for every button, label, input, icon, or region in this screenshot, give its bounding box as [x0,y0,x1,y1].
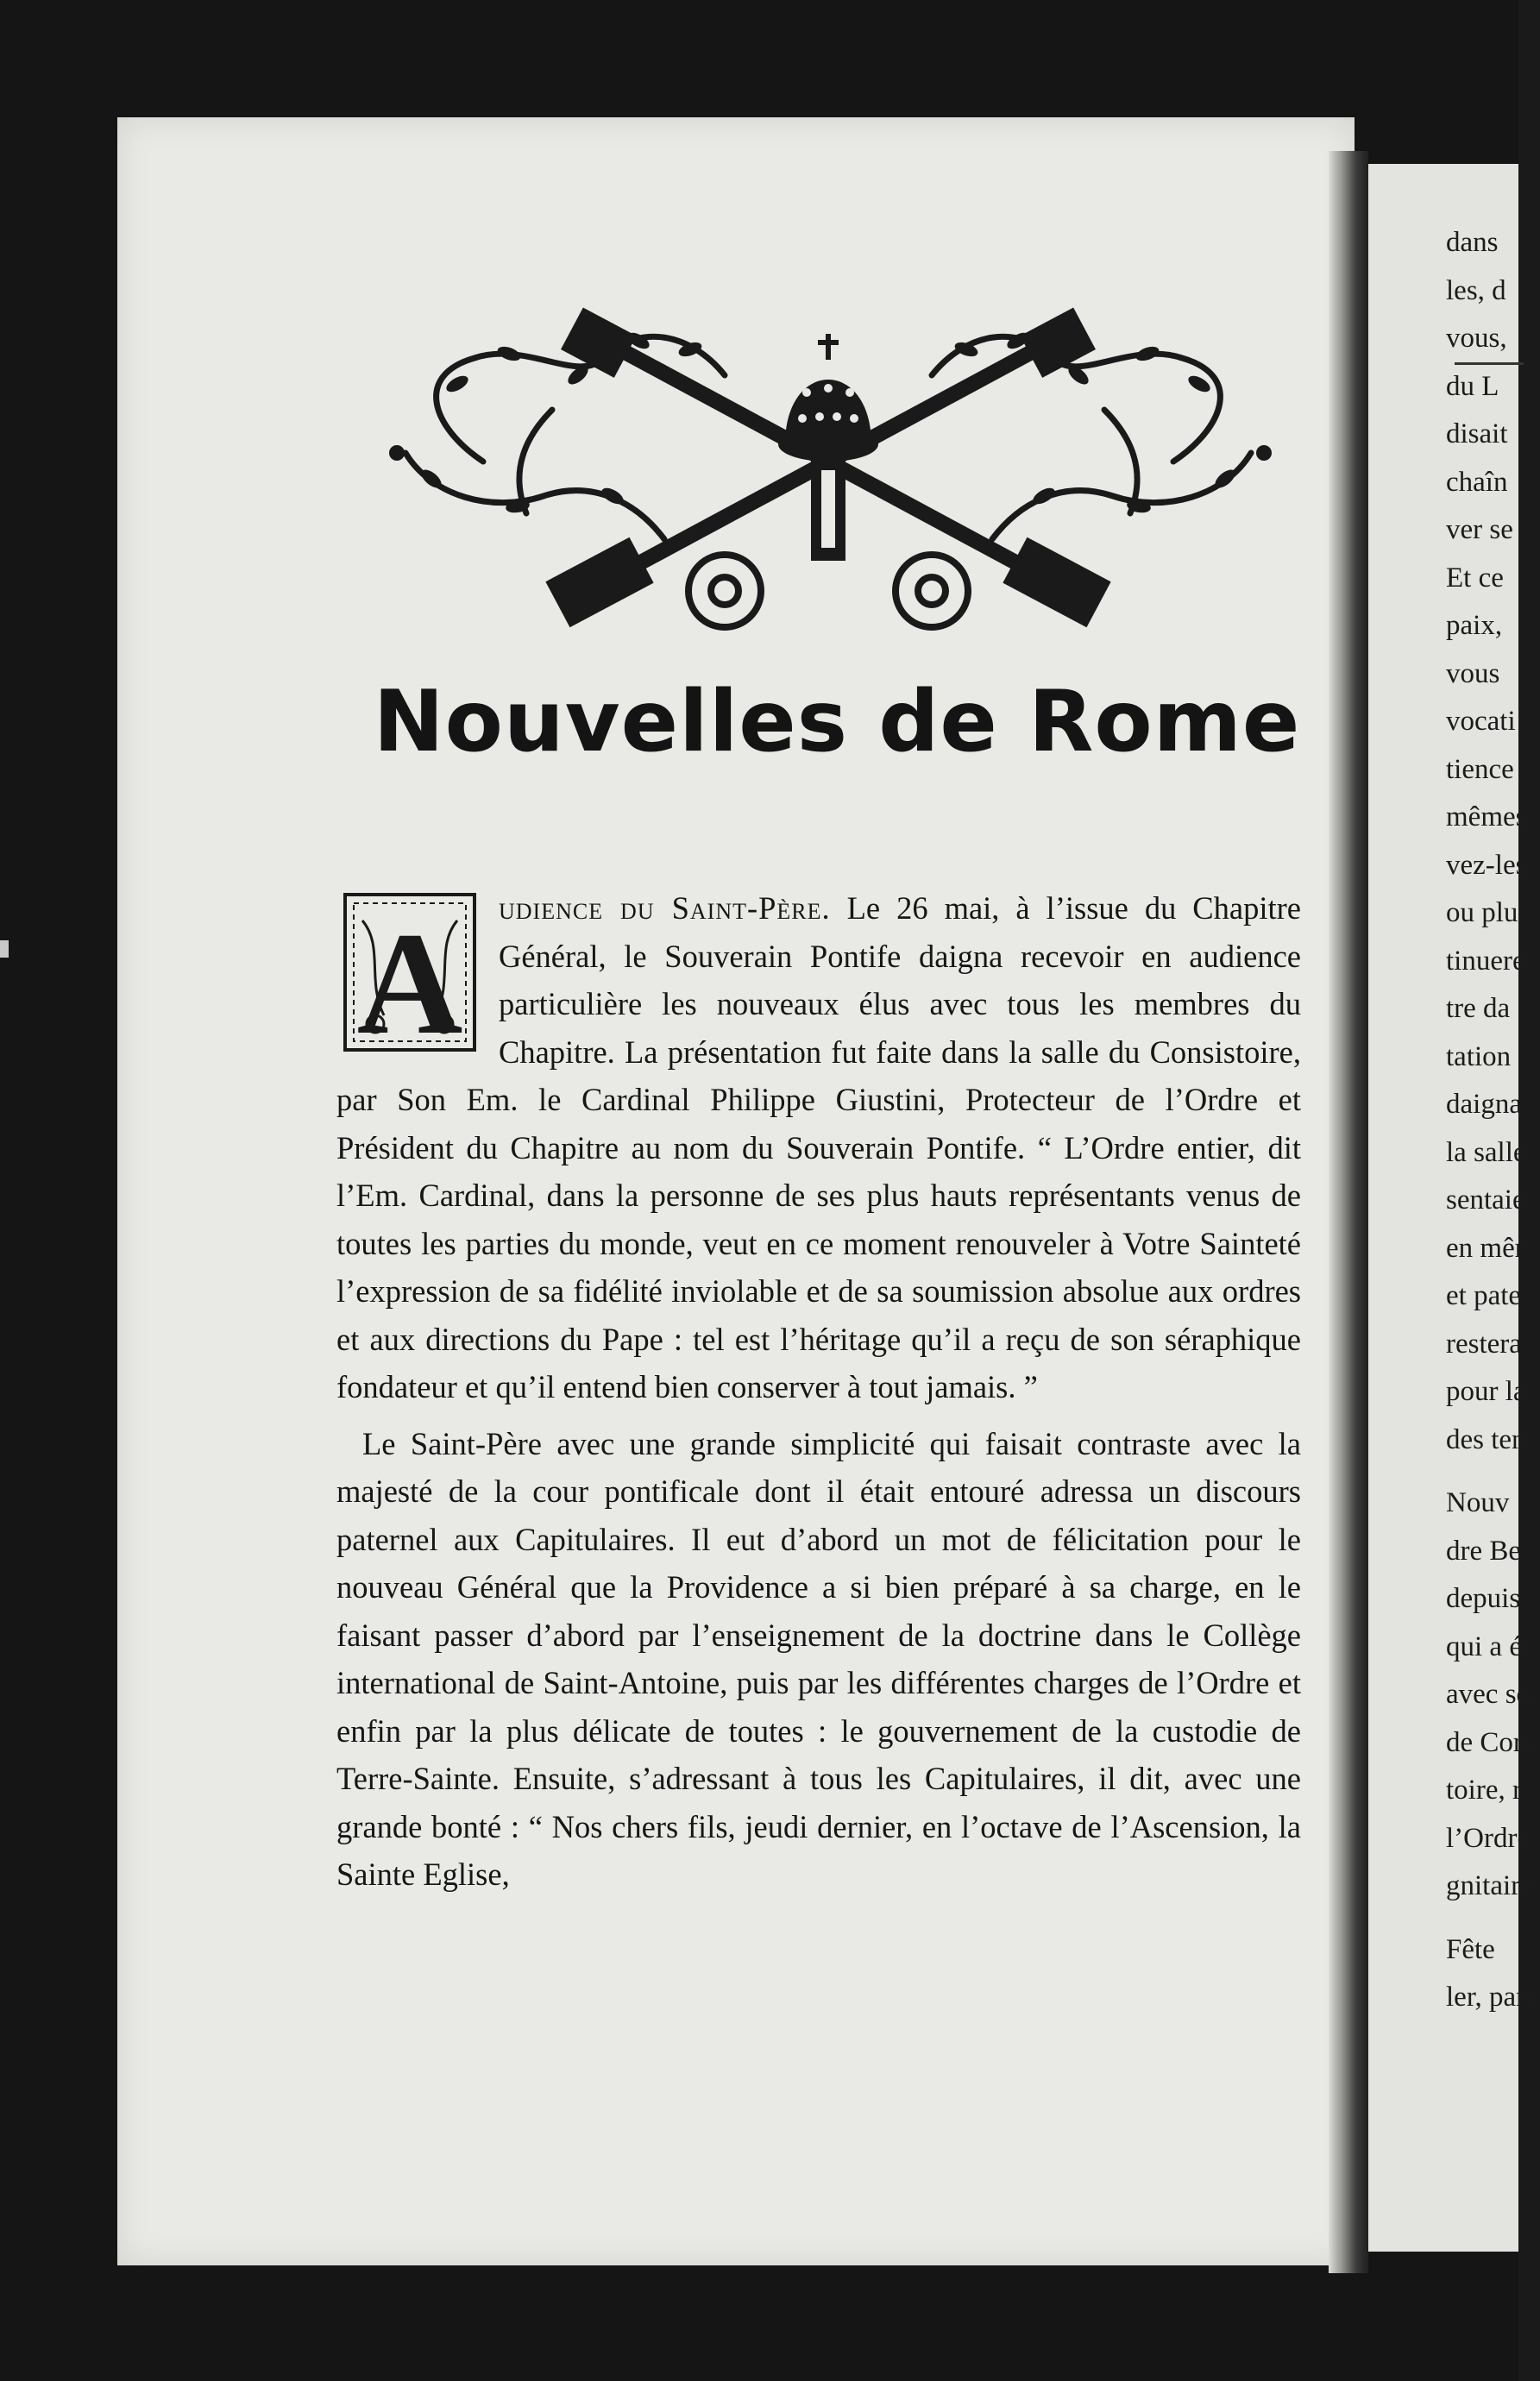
papal-tiara-crossed-keys-ornament [380,280,1277,677]
right-page [1368,164,1540,2252]
right-page-line: sentaie [1446,1184,1525,1216]
right-page-rule [1455,362,1524,365]
right-page-line: vous, [1446,323,1507,354]
right-page-line: tinuere [1446,945,1525,977]
right-page-line: des ten [1446,1423,1526,1455]
right-page-line: l’Ordre [1446,1822,1531,1854]
right-page-line: de Cors [1446,1726,1534,1758]
right-page-line: la salle [1446,1136,1526,1168]
right-page-line: vez-les [1446,849,1527,881]
right-page-line: Et ce [1446,562,1504,594]
page-title: Nouvelles de Rome [373,673,1301,771]
paragraph-2: Le Saint-Père avec une grande simplicité qui faisait contraste avec la majesté de la cour pontificale dont il était entouré adressa un discours paternel aux Capitulaires. Il eut d’abord un mot de félicitation pour le nouveau Général que la Providence a si bien préparé à sa charge, en le faisant passer d’abord par l’enseignement de la doctrine dans le Collège international de Saint-Antoine, puis par les différentes charges de l’Ordre et enfin par la plus délicate de toutes : le gouvernement de la custodie de Terre-Sainte. Ensuite, s’adressant à tous les Capitulaires, il dit, avec une grande bonté : “ Nos chers fils, jeudi dernier, en l’octave de l’Ascension, la Sainte Eglise, [336,1425,1301,1892]
right-page-line: les, d [1446,274,1506,306]
right-page-line: dans [1446,227,1499,258]
right-page-line: tation [1446,1040,1512,1072]
right-page-line: Fête [1446,1933,1495,1965]
article-body [336,884,1301,1899]
right-page-line: du L [1446,370,1499,402]
right-page-line: gnitaire. [1446,1870,1540,1901]
right-page-line: ou plu [1446,897,1518,928]
right-page-line: mêmes [1446,801,1527,832]
right-page-line: chaîn [1446,466,1508,498]
right-page-line: ver se [1446,514,1513,545]
edge-mark [0,940,9,958]
right-page-line: disait [1446,418,1508,449]
right-page-line: daigna [1446,1089,1522,1120]
right-page-line: vocati [1446,706,1516,737]
right-page-line: tience [1446,753,1514,785]
right-page-line: toire, r [1446,1775,1522,1806]
right-page-line: avec so [1446,1679,1531,1710]
right-page-line: paix, [1446,610,1503,641]
right-page-line: depuis [1446,1583,1521,1614]
dropcap-letter: A [356,902,463,1065]
paragraph-1-text: Le 26 mai, à l’issue du Chapitre Général, le Souverain Pontife daigna recevoir en audience particulière les nouveaux élus avec tous les membres du Chapitre. La présentation fut faite dans la salle du Consistoire, par Son Em. le Cardinal Philippe Giustini, Protecteur de l’Ordre et Président du Chapitre au nom du Souverain Pontife. “ L’Ordre entier, dit l’Em. Cardinal, dans la personne de ses plus hauts représentants venus de toutes les parties du monde, veut en ce moment renouveler à Votre Sainteté l’expression de sa fidélité inviolable et de sa soumission absolue aux ordres et aux directions du Pape : tel est l’héritage qu’il a reçu de son séraphique fondateur et qu’il entend bien conserver à tout jamais. ” [336,890,1301,1404]
right-page-line: restera [1446,1328,1522,1360]
right-page-line: et pate [1446,1280,1522,1311]
paragraph-1 [336,884,1301,1411]
right-page-line: Nouv [1446,1487,1510,1518]
right-page-line: en mêr [1446,1232,1524,1264]
book-gutter [1329,151,1368,2273]
right-page-line: ler, parc [1446,1982,1538,2013]
right-page-line: vous [1446,657,1500,689]
right-page-line: tre da [1446,993,1511,1024]
right-page-line: pour la [1446,1376,1526,1407]
illuminated-dropcap [336,886,483,1065]
right-page-line: qui a ét [1446,1630,1531,1662]
section-heading-audience: udience du Saint-Père. [499,890,831,926]
right-page-line: dre Be [1446,1535,1522,1567]
